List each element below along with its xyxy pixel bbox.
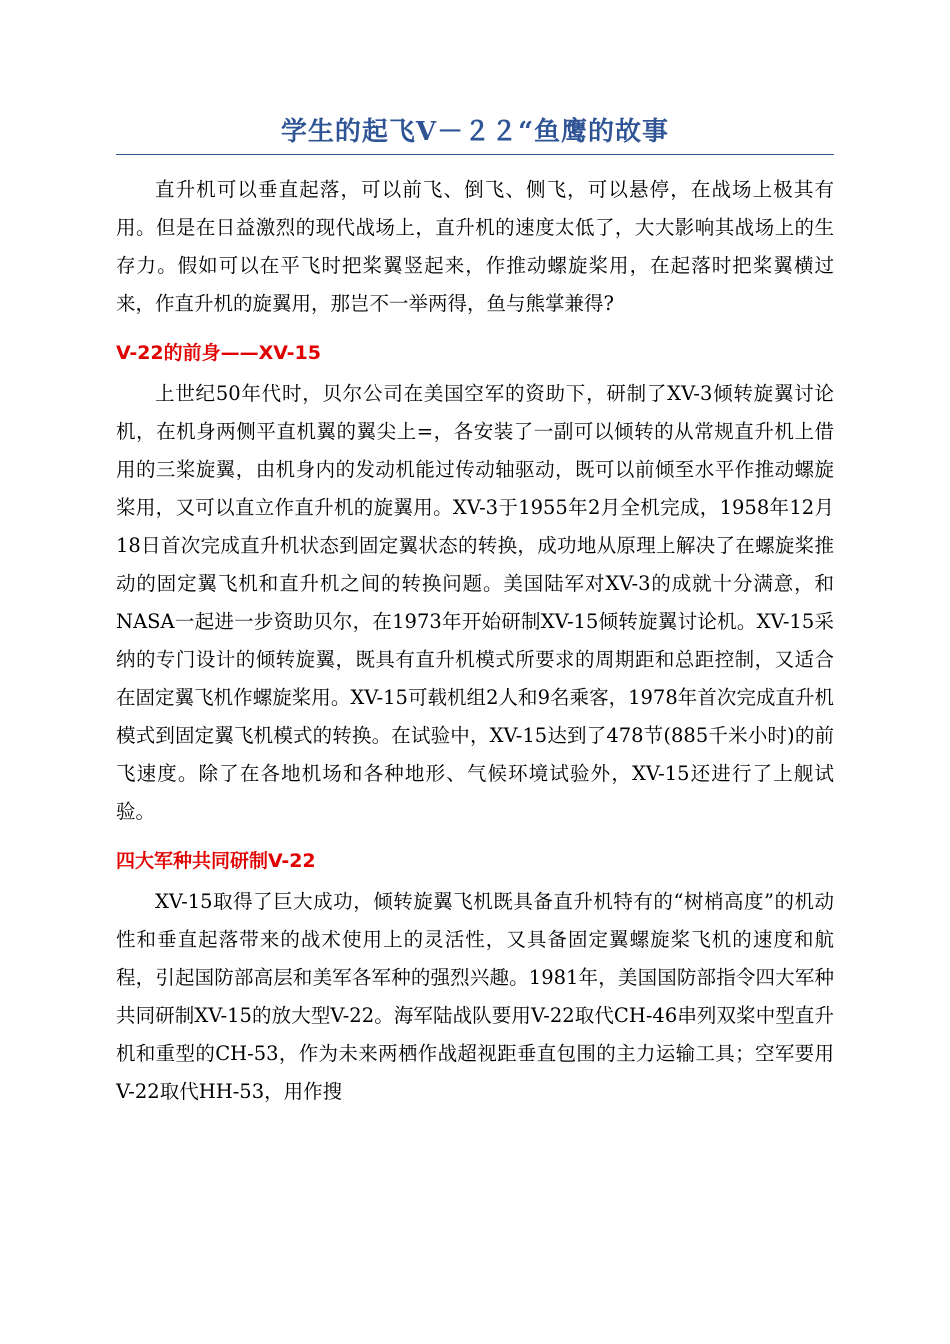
section-heading-xv15: V-22的前身——XV-15: [116, 342, 321, 364]
document-title: 学生的起飞V－２２“鱼鹰的故事: [280, 117, 670, 147]
section-paragraph-v22: XV-15取得了巨大成功，倾转旋翼飞机既具备直升机特有的“树梢高度”的机动性和垂直起落带来的战术使用上的灵活性，又具备固定翼螺旋桨飞机的速度和航程，引起国防部高层和美军各军种的强烈兴趣。1981年，美国国防部指令四大军种共同研制XV-15的放大型V-22。海军陆战队要用V-22取代CH-46串列双桨中型直升机和重型的CH-53，作为未来两栖作战超视距垂直包围的主力运输工具；空军要用V-22取代HH-53，用作搜: [116, 890, 834, 1103]
intro-paragraph: 直升机可以垂直起落，可以前飞、倒飞、侧飞，可以悬停，在战场上极其有用。但是在日益激烈的现代战场上，直升机的速度太低了，大大影响其战场上的生存力。假如可以在平飞时把桨翼竖起来，作推动螺旋桨用，在起落时把桨翼横过来，作直升机的旋翼用，那岂不一举两得，鱼与熊掌兼得?: [116, 178, 834, 315]
document-page: [116, 0, 834, 1111]
section-heading-v22: 四大军种共同研制V-22: [116, 850, 316, 872]
title-underline: [116, 154, 834, 155]
section-paragraph-xv15: 上世纪50年代时，贝尔公司在美国空军的资助下，研制了XV-3倾转旋翼讨论机，在机身两侧平直机翼的翼尖上=，各安装了一副可以倾转的从常规直升机上借用的三桨旋翼，由机身内的发动机能过传动轴驱动，既可以前倾至水平作推动螺旋桨用，又可以直立作直升机的旋翼用。XV-3于1955年2月全机完成，1958年12月18日首次完成直升机状态到固定翼状态的转换，成功地从原理上解决了在螺旋桨推动的固定翼飞机和直升机之间的转换问题。美国陆军对XV-3的成就十分满意，和NASA一起进一步资助贝尔，在1973年开始研制XV-15倾转旋翼讨论机。XV-15采纳的专门设计的倾转旋翼，既具有直升机模式所要求的周期距和总距控制，又适合在固定翼飞机作螺旋桨用。XV-15可载机组2人和9名乘客，1978年首次完成直升机模式到固定翼飞机模式的转换。在试验中，XV-15达到了478节(885千米小时)的前飞速度。除了在各地机场和各种地形、气候环境试验外，XV-15还进行了上舰试验。: [116, 382, 834, 823]
